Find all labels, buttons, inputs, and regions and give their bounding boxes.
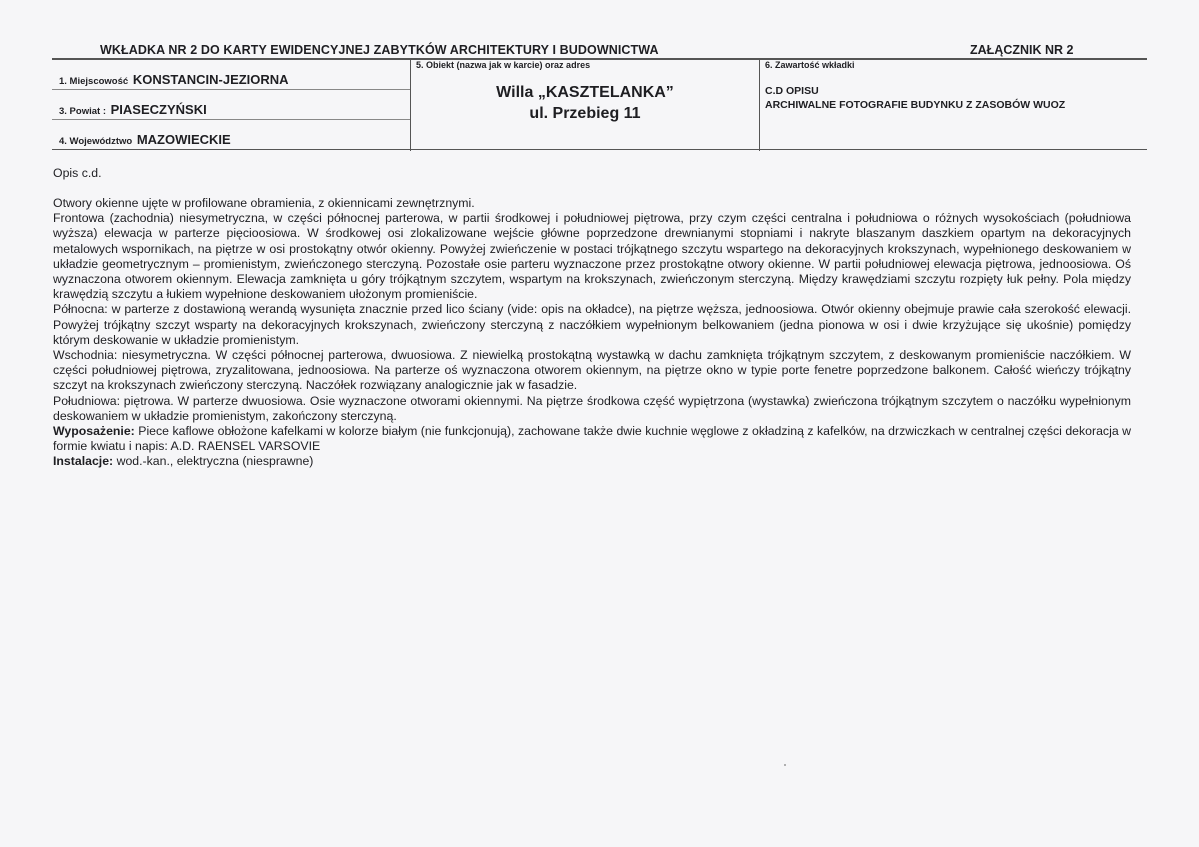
contents-line-2: ARCHIWALNE FOTOGRAFIE BUDYNKU Z ZASOBÓW WUOZ (765, 99, 1066, 111)
locality-value: KONSTANCIN-JEZIORNA (132, 72, 289, 87)
paragraph-equipment (53, 424, 1131, 454)
equipment-text: Piece kaflowe obłożone kafelkami w kolorze białym (nie funkcjonują), zachowane także dwie kuchnie węglowe z okładziną z kafelków, na drzwiczkach w centralnej części dekoracja w formie kwiatu i napis: A.D. RAENSEL VARSOVIE (53, 424, 1131, 454)
paragraph-east-elevation: Wschodnia: niesymetryczna. W części północnej parterowa, dwuosiowa. Z niewielką prostokątną wystawką w dachu zamknięta trójkątnym szczytem, z deskowanym promieniście naczółkiem. W części południowej piętrowa, zryzalitowana, jednoosiowa. Na parterze oś wyznaczona otworem okiennym, na piętrze okno w typie porte fenetre poprzedzone balkonem. Całość wieńczy trójkątny szczyt na krokszynach zwieńczony sterczyną. Naczółek rozwiązany analogicznie jak w fasadzie. (53, 348, 1131, 393)
locality-rule (52, 89, 410, 90)
form-title: WKŁADKA NR 2 DO KARTY EWIDENCYJNEJ ZABYTKÓW ARCHITEKTURY I BUDOWNICTWA (100, 43, 659, 57)
equipment-label: Wyposażenie: (53, 424, 135, 439)
locality-label: 1. Miejscowość (59, 76, 129, 87)
annex-label: ZAŁĄCZNIK NR 2 (970, 43, 1074, 57)
header-rule (52, 58, 1147, 60)
paragraph-north-elevation: Północna: w parterze z dostawioną werandą wysunięta znacznie przed lico ściany (vide: opis na okładce), na piętrze węższa, jednoosiowa. Otwór okienny obejmuje prawie cała szerokość elewacji. Powyżej trójkątny szczyt wsparty na dekoracyjnych krokszynach, zwieńczony sterczyną z naczółkiem wypełnionym belkowaniem (jedna pionowa w osi i dwie krzyżujące się ukośnie) pomiędzy którym deskowanie w układzie promienistym. (53, 302, 1131, 347)
installations-text: wod.-kan., elektryczna (niesprawne) (113, 454, 314, 469)
county-rule (52, 119, 410, 120)
block-bottom-rule (52, 149, 1147, 150)
description-body (53, 196, 1131, 470)
divider-right (759, 58, 760, 151)
paper-speck (784, 764, 786, 766)
county-value: PIASECZYŃSKI (110, 102, 207, 117)
county-field (59, 102, 207, 117)
voivodeship-label: 4. Województwo (59, 136, 133, 147)
paragraph-south-elevation: Południowa: piętrowa. W parterze dwuosiowa. Osie wyznaczone otworami okiennymi. Na piętrze środkowa część wypiętrzona (wystawka) zwieńczona trójkątnym szczytem o naczółku wypełnionym deskowaniem w układzie promienistym, zakończony sterczyną. (53, 393, 1131, 423)
paragraph-installations (53, 454, 1131, 469)
county-label: 3. Powiat : (59, 106, 106, 117)
paragraph-windows: Otwory okienne ujęte w profilowane obramienia, z okiennicami zewnętrznymi. (53, 196, 475, 210)
object-address: ul. Przebieg 11 (529, 105, 641, 122)
contents-label: 6. Zawartość wkładki (765, 60, 855, 70)
locality-field (59, 72, 289, 87)
description-intro: Opis c.d. (53, 166, 102, 180)
installations-label: Instalacje: (53, 454, 114, 469)
object-name: Willa „KASZTELANKA” (496, 84, 674, 101)
voivodeship-field (59, 132, 231, 147)
object-label: 5. Obiekt (nazwa jak w karcie) oraz adres (416, 60, 591, 70)
voivodeship-value: MAZOWIECKIE (136, 132, 231, 147)
paragraph-front-elevation: Frontowa (zachodnia) niesymetryczna, w części północnej parterowa, w partii środkowej i południowej piętrowa, przy czym części centralna i południowa o różnych wysokościach (południowa wyższa) elewacja w parterze pięcioosiowa. W środkowej osi zlokalizowane wejście główne poprzedzone drewnianymi stopniami i nakryte blaszanym daszkiem opartym na dekoracyjnych metalowych wspornikach, na piętrze w osi prostokątny otwór okienny. Powyżej zwieńczenie w postaci trójkątnego szczytu wspartego na dekoracyjnych krokszynach, wypełnionego deskowaniem w układzie geometrycznym – promienistym, zwieńczonego sterczyną. Pozostałe osie parteru wyznaczone przez prostokątne otwory okienne. W partii południowej elewacja piętrowa, jednoosiowa. Oś wyznaczona otworem okiennym. Elewacja zamknięta u góry trójkątnym szczytem, wspartym na krokszynach, zwieńczonym sterczyną. Między krawędziami szczytu rozpięty łuk pełny. Pola między krawędzią szczytu a łukiem wypełnione deskowaniem ułożonym promieniście. (53, 211, 1131, 302)
contents-line-1: C.D OPISU (765, 85, 819, 97)
